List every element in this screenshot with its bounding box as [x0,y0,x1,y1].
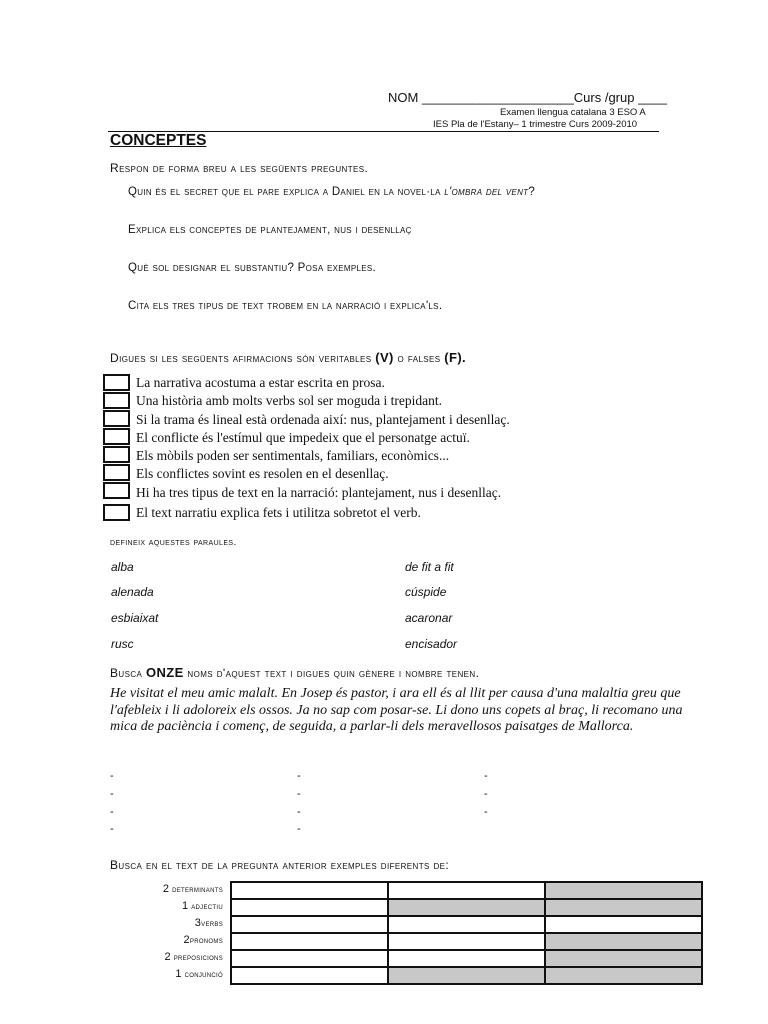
row-label-text: conjunció [184,969,223,979]
answer-dash: - [297,806,301,818]
answer-dash: - [110,823,114,835]
row-label-verbs [195,917,223,929]
table-row [231,916,702,933]
answer-cell[interactable] [231,882,388,899]
section4-heading [110,665,479,680]
word-left-4: rusc [111,637,134,651]
row-count: 3 [194,917,202,929]
statement-8: El text narratiu explica fets i utilitza sobretot el verb. [136,505,421,520]
answer-box-7[interactable] [103,482,130,499]
exam-title: Examen llengua catalana 3 ESO A [500,107,646,118]
row-count: 1 [182,900,189,912]
question-1 [128,186,535,198]
answer-cell[interactable] [231,967,388,984]
word-right-4: encisador [405,637,458,651]
name-course-line: NOM _____________________Curs /grup ____ [388,90,667,105]
row-label-pronoms [183,934,223,946]
row-label-text: preposicions [173,952,223,962]
row-count: 2 [162,883,170,895]
shaded-cell [388,967,545,984]
answer-dash: - [110,806,114,818]
word-left-1: alba [111,560,134,574]
row-count: 2 [164,951,171,963]
row-count: 1 [175,968,182,980]
shaded-cell [545,899,702,916]
answer-box-5[interactable] [103,446,130,463]
shaded-cell [545,933,702,950]
answer-box-8[interactable] [103,504,130,521]
answer-cell[interactable] [388,933,545,950]
question-1-text: Quin és el secret que el pare explica a Daniel en la novel·la [128,186,445,198]
word-left-2: alenada [111,585,154,599]
answer-cell[interactable] [231,899,388,916]
question-2: Explica els conceptes de plantejament, nus i desenllaç [128,224,412,236]
answer-cell[interactable] [231,950,388,967]
question-3: Què sol designar el substantiu? Posa exemples. [128,262,376,274]
row-label-text: verbs [201,918,223,928]
word-right-1: de fit a fit [405,560,454,574]
question-mark: ? [528,186,536,198]
row-label-preposicions [164,951,223,963]
answer-box-3[interactable] [103,410,130,427]
true-marker: (V) [375,350,394,365]
answer-box-4[interactable] [103,428,130,445]
table-row [231,899,702,916]
shaded-cell [545,882,702,899]
shaded-cell [545,950,702,967]
answer-box-2[interactable] [103,392,130,409]
answer-cell[interactable] [545,916,702,933]
statement-7: Hi ha tres tipus de text en la narració: plantejament, nus i desenllaç. [136,485,502,500]
row-label-adjectiu [182,900,223,912]
row-label-conjuncio [175,968,223,980]
row-label-text: pronoms [189,935,223,945]
row-count: 2 [183,934,190,946]
answer-box-1[interactable] [103,374,130,391]
reading-paragraph: He visitat el meu amic malalt. En Josep és pastor, i ara ell és al llit per causa d'una malaltia greu que l'afebleix i li adoloreix els ossos. Ja no sap com posar-se. Li dono uns copets al braç, li recomano una mica de paciència i començ, de seguida, a parlar-li dels meravellosos paisatges de Mallorca. [110,686,683,734]
novel-title: l'ombra del vent [444,186,529,198]
table-row [231,967,702,984]
answer-dash: - [484,788,488,800]
false-marker: (F). [444,350,467,365]
question-4: Cita els tres tipus de text trobem en la narració i explica'ls. [128,300,443,312]
answer-dash: - [110,788,114,800]
answer-dash: - [297,788,301,800]
section2-heading [110,350,466,365]
statement-3: Si la trama és lineal està ordenada així: nus, plantejament i desenllaç. [136,412,510,427]
table-row [231,882,702,899]
answer-cell[interactable] [231,933,388,950]
answer-dash: - [110,770,114,782]
answer-dash: - [297,770,301,782]
answer-cell[interactable] [388,950,545,967]
examples-table [230,881,703,985]
statement-1: La narrativa acostuma a estar escrita en prosa. [136,375,385,390]
section4-heading-a: Busca [110,666,146,680]
statement-6: Els conflictes sovint es resolen en el desenllaç. [136,466,389,481]
answer-dash: - [484,806,488,818]
section3-heading: defineix aquestes paraules. [110,536,237,548]
word-right-3: acaronar [405,611,453,625]
word-right-2: cúspide [405,585,447,599]
answer-cell[interactable] [231,916,388,933]
section4-heading-c: noms d'aquest text i digues quin gènere i nombre tenen. [183,666,480,680]
row-label-text: determinants [172,884,223,894]
section1-heading: Respon de forma breu a les següents preguntes. [110,161,369,175]
eleven-emphasis: ONZE [145,665,184,680]
table-row [231,933,702,950]
answer-box-6[interactable] [103,464,130,481]
statement-5: Els mòbils poden ser sentimentals, familiars, econòmics... [136,448,450,463]
answer-dash: - [297,823,301,835]
shaded-cell [545,967,702,984]
section5-heading: Busca en el text de la pregunta anterior exemples diferents de: [110,858,450,872]
section2-heading-text: Digues si les següents afirmacions són veritables [110,351,376,365]
shaded-cell [388,899,545,916]
table-row [231,950,702,967]
answer-dash: - [484,770,488,782]
statement-4: El conflicte és l'estímul que impedeix que el personatge actuï. [136,430,470,445]
answer-cell[interactable] [388,916,545,933]
word-left-3: esbiaixat [111,611,159,625]
school-line: IES Pla de l'Estany– 1 trimestre Curs 2009-2010 [433,119,638,130]
page-title: CONCEPTES [110,132,207,149]
section2-heading-or: o falses [393,351,445,365]
row-label-text: adjectiu [191,901,223,911]
row-label-determinants [163,883,223,895]
statement-2: Una història amb molts verbs sol ser moguda i trepidant. [136,393,442,408]
answer-cell[interactable] [388,882,545,899]
